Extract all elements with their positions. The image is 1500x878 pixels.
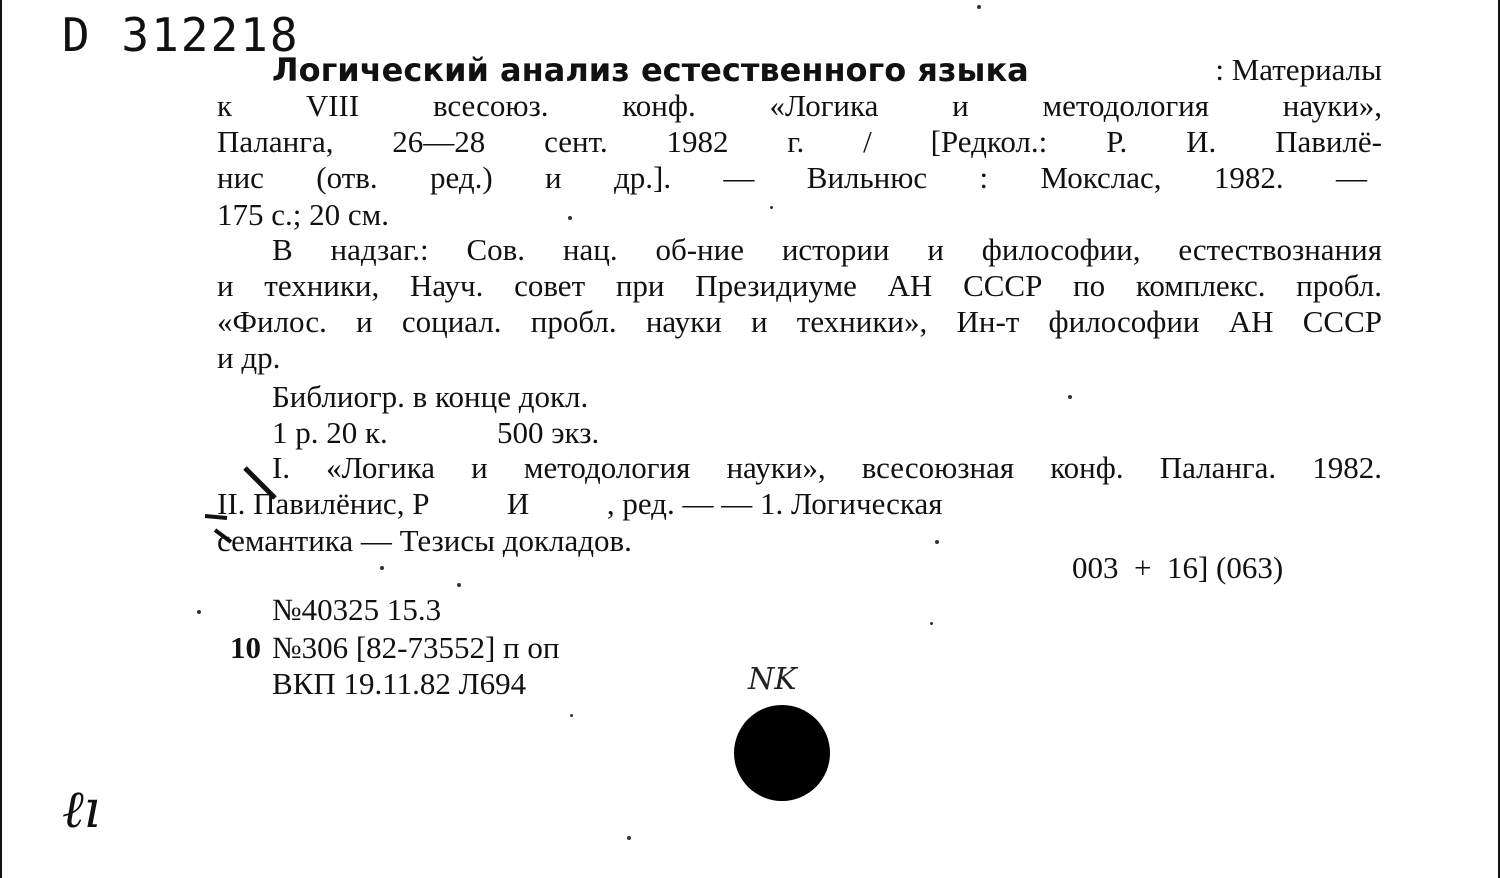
note-line-4: и др. [217, 340, 281, 375]
control-prefix: 10 [230, 630, 261, 665]
speck [457, 583, 461, 587]
speck [570, 714, 573, 717]
speck [930, 622, 933, 625]
check-stroke-lower [205, 516, 231, 542]
speck [977, 5, 981, 9]
classification-index: 003 + 16] (063) [1072, 550, 1284, 585]
check-stroke-upper [245, 468, 275, 498]
handwritten-mark: NK [748, 662, 797, 697]
speck [935, 540, 939, 544]
control-line-3: ВКП 19.11.82 Л694 [272, 666, 527, 701]
tracing-line-1: I. «Логика и методология науки», всесоюзная конф. Паланга. 1982. [272, 450, 1382, 485]
note-line-1: В надзаг.: Сов. нац. об-ние истории и философии, естествознания [272, 232, 1382, 267]
speck [770, 206, 773, 209]
price: 1 р. 20 к. [272, 415, 388, 450]
speck [197, 610, 201, 614]
note-line-3: «Филос. и социал. пробл. науки и техники», Ин-т философии АН СССР [217, 304, 1382, 339]
description-line-2: к VIII всесоюз. конф. «Логика и методология науки», [217, 88, 1382, 123]
tracing-line-3: семантика — Тезисы докладов. [217, 523, 632, 558]
control-line-1: №40325 15.3 [272, 592, 442, 627]
bibliography-note: Библиогр. в конце докл. [272, 379, 589, 414]
punch-hole [734, 705, 830, 801]
tracing-line-2-text: II. Павилёнис, Р И , ред. — — 1. Логическая [217, 486, 943, 521]
shelf-mark: D 312218 [62, 8, 300, 62]
note-line-2: и техники, Науч. совет при Президиуме АН СССР по комплекс. пробл. [217, 268, 1382, 303]
handwritten-corner-mark: ℓı [62, 780, 101, 840]
speck [380, 566, 384, 570]
copies: 500 экз. [497, 415, 600, 450]
book-title: Логический анализ естественного языка [272, 51, 1029, 89]
check-mark-icon [197, 460, 287, 555]
description-line-3: Паланга, 26—28 сент. 1982 г. / [Редкол.: Р. И. Павилё- [217, 124, 1382, 159]
speck [627, 836, 631, 840]
title-suffix: : Материалы [1215, 52, 1382, 87]
tracing-line-2 [217, 486, 1382, 522]
control-line-2: №306 [82-73552] п оп [272, 630, 560, 665]
speck [568, 216, 572, 220]
description-line-5: 175 с.; 20 см. [217, 197, 389, 232]
title-line [272, 52, 1382, 89]
speck [1068, 395, 1072, 399]
description-line-4: нис (отв. ред.) и др.]. — Вильнюс : Мокслас, 1982. — [217, 160, 1367, 195]
